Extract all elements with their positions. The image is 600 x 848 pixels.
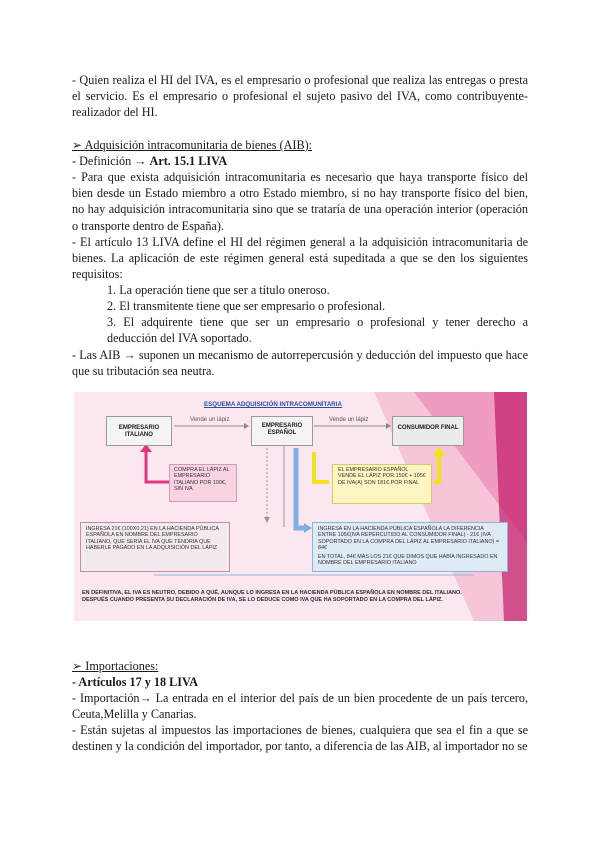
imports-heading: ➢ Importaciones: xyxy=(72,659,159,673)
note-difference-total: EN TOTAL, 84€ MÁS LOS 21€ QUE DIMOS QUE HABÍA INGRESADO EN NOMBRE DEL EMPRESARIO ITALIANO xyxy=(318,554,498,567)
aib-heading: ➢ Adquisición intracomunitaria de bienes (AIB): xyxy=(72,138,313,152)
note-sells-pencil: EL EMPRESARIO ESPAÑOL VENDE EL LÁPIZ POR 150€ + 105€ DE IVA(A) SON 181€ POR FINAL xyxy=(332,464,432,504)
spanish-businessman-box: EMPRESARIO ESPAÑOL xyxy=(251,416,313,446)
aib-paragraph-neutral: - Las AIB → suponen un mecanismo de autorrepercusión y deducción del impuesto que hace que su tributación sea neutra. xyxy=(72,348,528,379)
requirement-item: 1. La operación tiene que ser a título oneroso. xyxy=(107,283,330,297)
note-pays-21: INGRESA 21€ (100X0,21) EN LA HACIENDA PÚBLICA ESPAÑOLA EN NOMBRE DEL EMPRESARIO ITALIANO, QUE SERÍA EL IVA QUE TENDRÍA QUE HABERLE PAGADO EN LA ADQUISICIÓN DEL LÁPIZ xyxy=(80,522,230,572)
diagram-title: ESQUEMA ADQUISICIÓN INTRACOMUNITARIA xyxy=(204,401,342,408)
final-consumer-box: CONSUMIDOR FINAL xyxy=(392,416,464,446)
imports-paragraph: - Están sujetas al impuestos las importaciones de bienes, cualquiera que sea el fin a que se destinen y la condición del importador, por tanto, a diferencia de las AIB, al importador no se xyxy=(72,723,528,754)
note-buys-pencil: COMPRA EL LÁPIZ AL EMPRESARIO ITALIANO POR 100€, SIN IVA xyxy=(169,464,237,502)
note-difference-part: INGRESA EN LA HACIENDA PÚBLICA ESPAÑOLA LA DIFERENCIA ENTRE 105€(IVA REPERCUTIDO AL CONSUMIDOR FINAL) - 21€ (IVA SOPORTADO EN LA COMPRA DEL LÁPIZ AL EMPRESARIO ITALIANO) = 84€ xyxy=(318,526,499,551)
italian-businessman-box: EMPRESARIO ITALIANO xyxy=(106,416,172,446)
diagram-conclusion: EN DEFINITIVA, EL IVA ES NEUTRO, DEBIDO A QUÉ, AUNQUE LO INGRESA EN LA HACIENDA PÚBLICA ESPAÑOLA EN NOMBRE DEL ITALIANO. DESPUÉS CUANDO PRESENTA SU DECLARACIÓN DE IVA, SE LO DEDUCE COMO IVA QUE HA SOPORTADO EN LA COMPRA DEL LÁPIZ. xyxy=(82,590,462,603)
requirement-item: 2. El transmitente tiene que ser empresario o profesional. xyxy=(107,299,386,313)
aib-paragraph-article13: - El artículo 13 LIVA define el HI del régimen general a la adquisición intracomunitaria de bienes. La aplicación de este régimen general está supeditada a que se den los siguientes requisitos: xyxy=(72,235,528,282)
aib-paragraph-transport: - Para que exista adquisición intracomunitaria es necesario que haya transporte físico del bien desde un Estado miembro a otro Estado miembro, si no hay transporte físico del bien, no hay adquisición intracomunitaria sino que se trataría de una operación interior (operación o transporte dentro de España). xyxy=(72,170,528,233)
requirement-item: 3. El adquirente tiene que ser un empresario o profesional y tener derecho a deducción del IVA soportado. xyxy=(107,315,528,346)
imports-definition: - Importación→ La entrada en el interior del país de un bien procedente de un país tercero, Ceuta,Melilla y Canarias. xyxy=(72,691,528,722)
intro-paragraph: - Quien realiza el HI del IVA, es el empresario o profesional que realiza las entregas o presta el servicio. Es el empresario o profesional el sujeto pasivo del IVA, como contribuyente-realizador del HI. xyxy=(72,73,528,120)
definition-article: Art. 15.1 LIVA xyxy=(149,154,228,168)
aib-diagram xyxy=(74,392,527,621)
note-difference xyxy=(312,522,508,572)
imports-articles: - Artículos 17 y 18 LIVA xyxy=(72,675,199,689)
aib-definition xyxy=(72,153,528,169)
definition-label: - Definición → xyxy=(72,154,147,168)
arrow-label: Vende un lápiz xyxy=(190,417,230,423)
arrow-label: Vende un lápiz xyxy=(329,417,369,423)
